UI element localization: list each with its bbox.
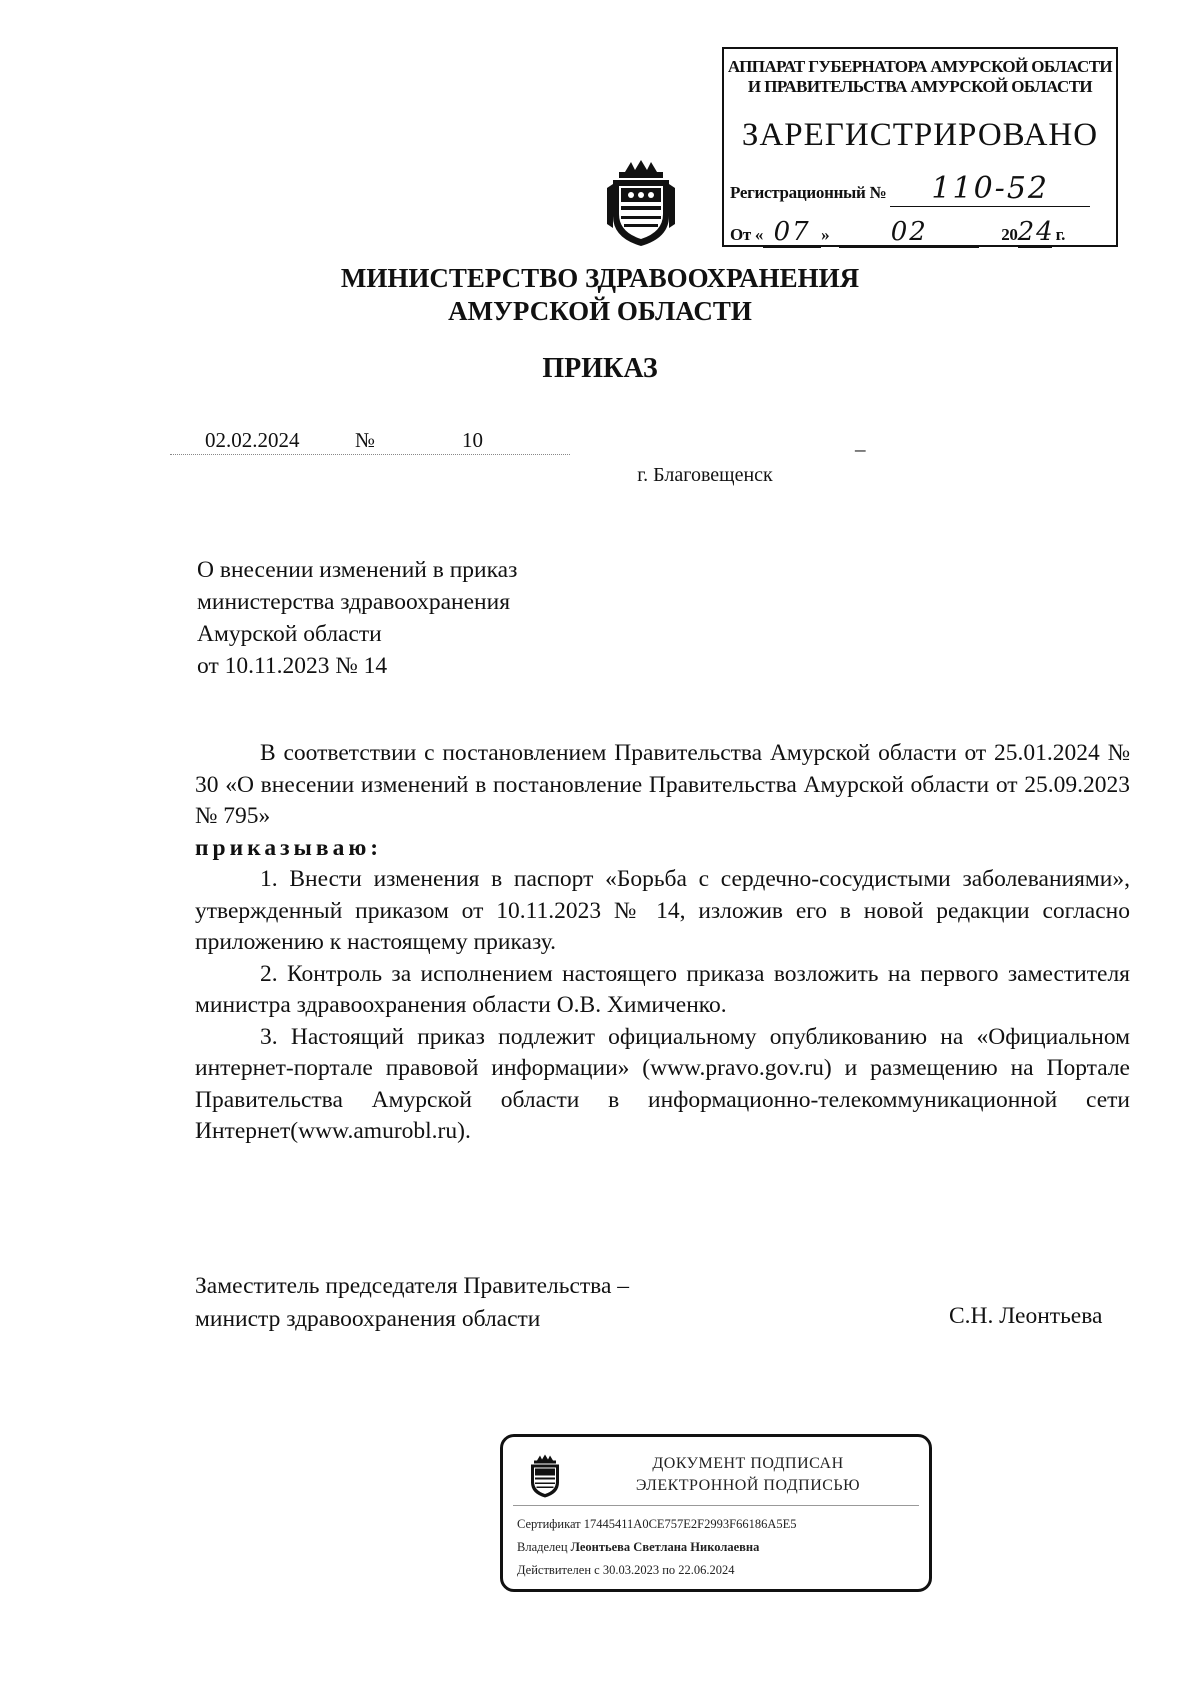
stamp-reg-number-label: Регистрационный № — [730, 183, 887, 202]
stamp-date-year-prefix: 20 — [1001, 225, 1018, 244]
esign-validity-row — [517, 1563, 735, 1578]
order-date: 02.02.2024 — [205, 428, 300, 452]
order-number: 10 — [462, 428, 483, 452]
signatory-position-line1: Заместитель председателя Правительства – — [195, 1273, 630, 1299]
stamp-reg-number-row — [730, 171, 1090, 207]
order-subject — [197, 554, 517, 682]
subject-line2: министерства здравоохранения — [197, 589, 511, 615]
order-body — [195, 738, 1130, 1148]
stamp-date-mid: » — [821, 225, 830, 244]
signatory-position — [195, 1270, 629, 1336]
esign-certificate-label: Сертификат — [517, 1517, 581, 1531]
preamble: В соответствии с постановлением Правительства Амурской области от 25.01.2024 № 30 «О внесении изменений в постановление Правительства Амурской области от 25.09.2023 № 795» — [195, 740, 1130, 829]
stamp-reg-number-value: 110-52 — [890, 171, 1090, 207]
subject-line3: Амурской области — [197, 621, 382, 647]
stamp-org-line2: И ПРАВИТЕЛЬСТВА АМУРСКОЙ ОБЛАСТИ — [747, 77, 1093, 96]
esign-certificate-value: 17445411A0CE757E2F2993F66186A5E5 — [583, 1517, 797, 1531]
esign-certificate-row — [517, 1517, 797, 1532]
esign-divider — [513, 1505, 919, 1506]
stamp-date-day: 07 — [763, 217, 821, 248]
dash-mark: _ — [855, 430, 866, 454]
order-item-2: 2. Контроль за исполнением настоящего приказа возложить на первого заместителя министра здравоохранения области О.В. Химиченко. — [195, 960, 1130, 1018]
order-item-3: 3. Настоящий приказ подлежит официальному опубликованию на «Официальном интернет-портале правовой информации» (www.pravo.gov.ru) и размещению на Портале Правительства Амурской области в информационно-телекоммуникационной сети Интернет(www.amurobl.ru). — [195, 1023, 1130, 1144]
coat-of-arms-icon — [605, 158, 677, 248]
order-number-label: № — [355, 428, 376, 452]
esign-owner-label: Владелец — [517, 1540, 568, 1554]
document-type: ПРИКАЗ — [542, 353, 658, 384]
subject-line1: О внесении изменений в приказ — [197, 557, 518, 583]
city: г. Благовещенск — [637, 464, 773, 486]
stamp-date-prefix: От « — [730, 225, 764, 244]
esign-owner-row — [517, 1540, 759, 1555]
electronic-signature-stamp — [500, 1434, 932, 1592]
order-item-1: 1. Внести изменения в паспорт «Борьба с сердечно-сосудистыми заболеваниями», утвержденный приказом от 10.11.2023 № 14, изложив его в новой редакции согласно приложению к настоящему приказу. — [195, 866, 1130, 955]
subject-line4: от 10.11.2023 № 14 — [197, 653, 388, 679]
stamp-date-month: 02 — [839, 217, 979, 248]
order-word: приказываю: — [195, 834, 383, 861]
stamp-org-line1: АППАРАТ ГУБЕРНАТОРА АМУРСКОЙ ОБЛАСТИ — [727, 57, 1113, 76]
esign-valid-from-prefix: с — [594, 1563, 600, 1577]
stamp-title: ЗАРЕГИСТРИРОВАНО — [741, 117, 1099, 153]
esign-valid-label: Действителен — [517, 1563, 592, 1577]
esign-valid-to-prefix: по — [662, 1563, 676, 1577]
stamp-date-suffix: г. — [1055, 225, 1066, 244]
order-date-number-line — [170, 428, 570, 455]
ministry-name-line1: МИНИСТЕРСТВО ЗДРАВООХРАНЕНИЯ — [340, 263, 860, 293]
signatory-name: С.Н. Леонтьева — [949, 1303, 1103, 1329]
stamp-date-row — [730, 217, 1114, 248]
stamp-date-year-value: 24 — [1017, 217, 1055, 247]
ministry-name-line2: АМУРСКОЙ ОБЛАСТИ — [448, 296, 752, 326]
esign-valid-to: 22.06.2024 — [678, 1563, 735, 1577]
signatory-position-line2: министр здравоохранения области — [195, 1306, 541, 1332]
coat-of-arms-small-icon — [527, 1453, 563, 1499]
esign-title-line1: ДОКУМЕНТ ПОДПИСАН — [652, 1455, 844, 1472]
registration-stamp — [722, 47, 1118, 247]
esign-owner-value: Леонтьева Светлана Николаевна — [570, 1540, 760, 1554]
esign-title-line2: ЭЛЕКТРОННОЙ ПОДПИСЬЮ — [635, 1477, 861, 1494]
esign-valid-from: 30.03.2023 — [602, 1563, 660, 1577]
